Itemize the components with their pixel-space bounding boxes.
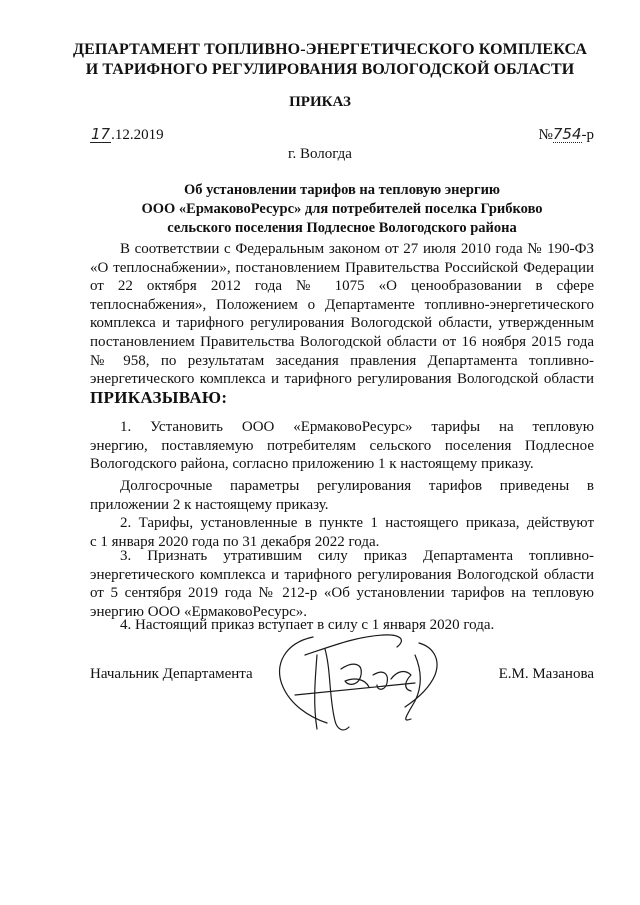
date-day-handwritten: 17 [91, 125, 111, 143]
preamble-line: В соответствии с Федеральным законом от 27 июля 2010 года № 190-ФЗ [120, 241, 594, 257]
item-line: энергию ООО «ЕрмаковоРесурс». [90, 603, 308, 620]
document-type: ПРИКАЗ [289, 94, 351, 110]
item-line: Вологодского района, согласно приложению 1 к настоящему приказу. [90, 456, 534, 473]
preamble-line: комплекса и тарифного регулирования Вологодской области, утвержденным [90, 315, 594, 332]
item-line: от 5 сентября 2019 года № 212-р «Об установлении тарифов на тепловую [90, 585, 594, 602]
item-1-note-paragraph [90, 477, 594, 514]
item-line: 4. Настоящий приказ вступает в силу с 1 января 2020 года. [120, 617, 495, 633]
subject-line-1: Об установлении тарифов на тепловую энергию [183, 182, 501, 198]
preamble-line: № 958, по результатам заседания правления Департамента топливно- [90, 352, 594, 369]
preamble-line: «О теплоснабжении», постановлением Правительства Российской Федерации [90, 259, 594, 276]
date-number-row [90, 126, 594, 148]
item-line: энергию, поставляемую потребителям сельского поселения Подлесное [90, 437, 594, 454]
item-line: 3. Признать утратившим силу приказ Департамента топливно- [120, 548, 594, 564]
subject-line-2: ООО «ЕрмаковоРесурс» для потребителей поселка Грибково [141, 201, 543, 217]
signatory-role: Начальник Департамента [90, 666, 253, 682]
item-3-paragraph [90, 547, 594, 621]
signatory-name: Е.М. Мазанова [498, 666, 594, 682]
item-2-paragraph [90, 514, 594, 551]
item-line: энергетического комплекса и тарифного регулирования Вологодской области [90, 566, 594, 583]
document-subject [90, 181, 594, 238]
item-1-paragraph [90, 418, 594, 474]
preamble-line: теплоснабжения», Положением о Департаменте топливно-энергетического [90, 296, 594, 313]
signature-row [90, 666, 594, 690]
preamble-line: постановлением Правительства Вологодской области от 16 ноября 2015 года [90, 333, 594, 350]
item-line: 1. Установить ООО «ЕрмаковоРесурс» тарифы на тепловую [120, 419, 594, 435]
document-number [539, 126, 594, 144]
department-header-line-2: И ТАРИФНОГО РЕГУЛИРОВАНИЯ ВОЛОГОДСКОЙ ОБЛАСТИ [85, 61, 575, 78]
number-handwritten: 754 [552, 125, 582, 143]
item-line: Долгосрочные параметры регулирования тарифов приведены в [120, 478, 594, 494]
number-suffix: -р [581, 127, 594, 143]
preamble-line: от 22 октября 2012 года № 1075 «О ценообразовании в сфере [90, 278, 594, 295]
city: г. Вологда [288, 146, 352, 162]
department-header-line-1: ДЕПАРТАМЕНТ ТОПЛИВНО-ЭНЕРГЕТИЧЕСКОГО КОМПЛЕКСА [72, 41, 588, 58]
document-date [90, 126, 164, 144]
number-prefix: № [538, 127, 553, 143]
preamble-paragraph [90, 240, 594, 389]
preamble-line: энергетического комплекса и тарифного регулирования Вологодской области [90, 371, 594, 388]
order-word: ПРИКАЗЫВАЮ: [90, 388, 228, 407]
item-line: с 1 января 2020 года по 31 декабря 2022 года. [90, 533, 380, 550]
item-line: приложении 2 к настоящему приказу. [90, 496, 329, 513]
date-month-year: .12.2019 [111, 127, 164, 143]
item-line: 2. Тарифы, установленные в пункте 1 настоящего приказа, действуют [120, 515, 594, 531]
subject-line-3: сельского поселения Подлесное Вологодского района [167, 220, 517, 236]
department-header [60, 40, 600, 80]
